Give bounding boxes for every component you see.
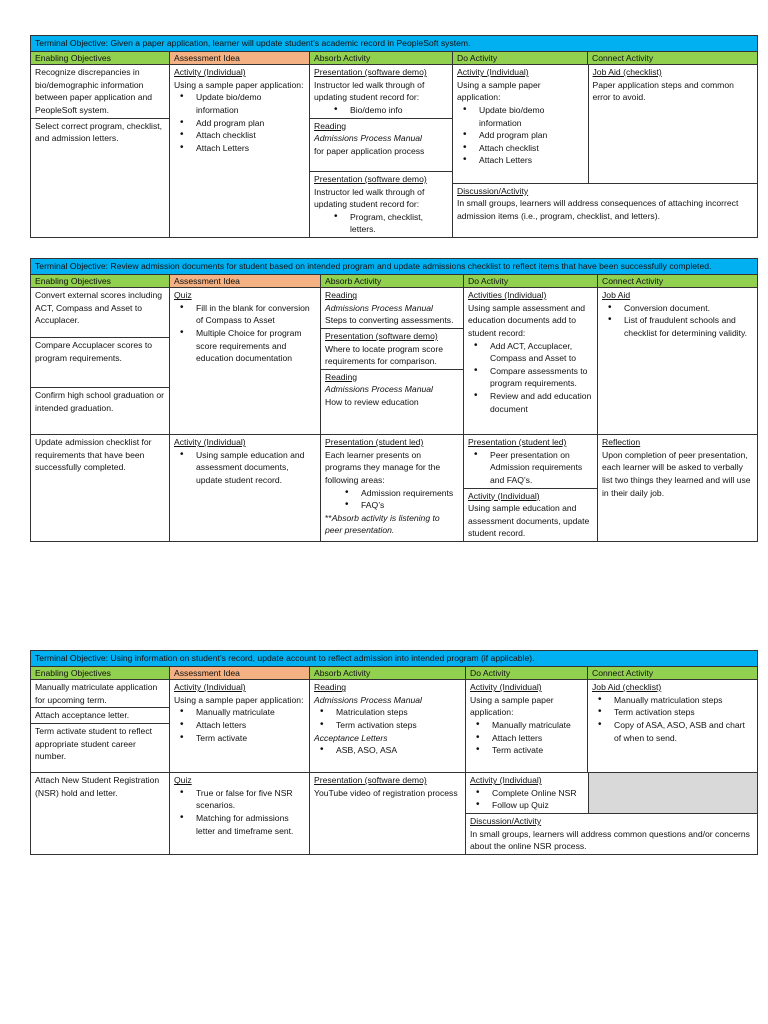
activity-title: Activity (Individual) bbox=[174, 67, 246, 78]
list-item: • Add ACT, Accuplacer, Compass and Asset to bbox=[490, 340, 593, 365]
reading-manual: Admissions Process Manual bbox=[314, 694, 422, 705]
enabling-objective: Attach acceptance letter. bbox=[31, 708, 169, 724]
absorb-cell bbox=[321, 288, 464, 435]
list-item: • FAQ’s bbox=[361, 499, 459, 512]
list-item: • Add program plan bbox=[479, 129, 584, 142]
job-aid-title: Job Aid bbox=[602, 290, 631, 301]
list-item: • Attach Letters bbox=[196, 142, 305, 155]
list-item: • Attach checklist bbox=[479, 142, 584, 155]
header-assessment: Assessment Idea bbox=[170, 274, 321, 288]
enabling-objective: Recognize discrepancies in bio/demographic information between paper application and PeopleSoft system. bbox=[31, 65, 169, 118]
presentation-title: Presentation (software demo) bbox=[325, 330, 438, 341]
objective-table-3 bbox=[30, 650, 758, 855]
list-item: • Add program plan bbox=[196, 117, 305, 130]
list-item: • Attach letters bbox=[492, 732, 583, 745]
reading-manual: Admissions Process Manual bbox=[325, 384, 433, 395]
activity-intro: Using sample assessment and education documents add to student record: bbox=[468, 302, 586, 338]
enabling-objectives-cell bbox=[31, 288, 170, 435]
activity-intro: Using a sample paper application: bbox=[457, 79, 541, 103]
list-item: • Term activate bbox=[196, 732, 305, 745]
assessment-cell bbox=[170, 680, 310, 773]
enabling-objectives-cell bbox=[31, 65, 170, 238]
list-item: • Copy of ASA, ASO, ASB and chart of when to send. bbox=[614, 719, 753, 744]
list-item: • Term activate bbox=[492, 744, 583, 757]
absorb-cell bbox=[310, 773, 466, 855]
terminal-objective: Terminal Objective: Using information on student’s record, update account to reflect admission into intended program (if applicable). bbox=[31, 651, 758, 667]
header-do: Do Activity bbox=[466, 666, 588, 680]
header-connect: Connect Activity bbox=[588, 666, 758, 680]
discussion-text: In small groups, learners will address common questions and/or concerns about the online NSR process. bbox=[470, 828, 750, 852]
discussion-cell bbox=[466, 813, 758, 853]
header-absorb: Absorb Activity bbox=[310, 51, 453, 65]
do-activity-cell bbox=[464, 288, 598, 435]
list-item: • Attach letters bbox=[196, 719, 305, 732]
connect-activity-cell bbox=[588, 680, 758, 773]
enabling-objective: Compare Accuplacer scores to program requirements. bbox=[31, 338, 169, 388]
acceptance-letters: Acceptance Letters bbox=[314, 732, 388, 743]
list-item: • Admission requirements bbox=[361, 487, 459, 500]
list-item: • Manually matriculate bbox=[196, 706, 305, 719]
list-item: • Peer presentation on Admission requirements and FAQ’s. bbox=[490, 449, 593, 487]
list-item: • Review and add education document bbox=[490, 390, 593, 415]
quiz-title: Quiz bbox=[174, 775, 192, 786]
list-item: • Matching for admissions letter and timeframe sent. bbox=[196, 812, 305, 837]
list-item: • ASB, ASO, ASA bbox=[336, 744, 461, 757]
presentation-title: Presentation (software demo) bbox=[314, 67, 427, 78]
quiz-title: Quiz bbox=[174, 290, 192, 301]
empty-connect-cell bbox=[588, 773, 758, 813]
list-item: • Multiple Choice for program score requirements and education documentation bbox=[196, 327, 316, 365]
reading-text: How to review education bbox=[325, 396, 419, 407]
absorb-cell bbox=[310, 65, 453, 238]
reflection-text: Upon completion of peer presentation, each learner will be asked to verbally list two things they learned and will use in their daily job. bbox=[602, 449, 751, 498]
activity-title: Activity (Individual) bbox=[470, 682, 542, 693]
connect-activity-cell bbox=[588, 65, 758, 183]
activity-title: Activity (Individual) bbox=[468, 490, 540, 501]
presentation-text: Instructor led walk through of updating student record for: bbox=[314, 186, 425, 210]
enabling-objective: Confirm high school graduation or intended graduation. bbox=[35, 390, 164, 413]
job-aid-text: Paper application steps and common error to avoid. bbox=[592, 79, 734, 103]
list-item: • Using sample education and assessment documents, update student record. bbox=[196, 449, 316, 487]
list-item: • Manually matriculate bbox=[492, 719, 583, 732]
activity-intro: Using a sample paper application: bbox=[470, 694, 554, 718]
job-aid-title: Job Aid (checklist) bbox=[592, 67, 662, 78]
header-do: Do Activity bbox=[464, 274, 598, 288]
activity-intro: Using a sample paper application: bbox=[174, 79, 304, 90]
reflection-title: Reflection bbox=[602, 437, 641, 448]
list-item: • Complete Online NSR bbox=[492, 787, 584, 800]
job-aid-title: Job Aid (checklist) bbox=[592, 682, 662, 693]
header-absorb: Absorb Activity bbox=[310, 666, 466, 680]
enabling-objective: Update admission checklist for requirements that have been successfully completed. bbox=[31, 435, 170, 542]
do-connect-cell bbox=[453, 65, 758, 238]
enabling-objective: Attach New Student Registration (NSR) hold and letter. bbox=[31, 773, 170, 855]
assessment-cell bbox=[170, 288, 321, 435]
list-item: • Term activation steps bbox=[614, 706, 753, 719]
assessment-cell bbox=[170, 435, 321, 542]
enabling-objective: Select correct program, checklist, and admission letters. bbox=[35, 120, 163, 144]
discussion-title: Discussion/Activity bbox=[470, 815, 542, 826]
header-absorb: Absorb Activity bbox=[321, 274, 464, 288]
do-activity-cell bbox=[453, 65, 588, 183]
discussion-title: Discussion/Activity bbox=[457, 185, 529, 196]
list-item: • Attach checklist bbox=[196, 129, 305, 142]
assessment-cell bbox=[170, 773, 310, 855]
header-connect: Connect Activity bbox=[598, 274, 758, 288]
presentation-text: YouTube video of registration process bbox=[314, 787, 458, 798]
absorb-cell bbox=[321, 435, 464, 542]
list-item: • Term activation steps bbox=[336, 719, 461, 732]
list-item: • Bio/demo info bbox=[350, 104, 448, 117]
presentation-text: Each learner presents on programs they manage for the following areas: bbox=[325, 449, 441, 485]
header-enabling: Enabling Objectives bbox=[31, 274, 170, 288]
do-activity-cell bbox=[466, 773, 588, 813]
connect-activity-cell bbox=[598, 435, 758, 542]
header-assessment: Assessment Idea bbox=[170, 51, 310, 65]
activity-title: Activity (Individual) bbox=[457, 67, 529, 78]
objective-table-1 bbox=[30, 35, 758, 238]
presentation-title: Presentation (student led) bbox=[468, 437, 567, 448]
list-item: • Manually matriculation steps bbox=[614, 694, 753, 707]
reading-text: for paper application process bbox=[314, 145, 425, 156]
objective-table-2 bbox=[30, 258, 758, 542]
discussion-text: In small groups, learners will address consequences of attaching incorrect admission items (i.e., program, checklist, and letters). bbox=[457, 198, 739, 221]
activity-title: Activity (Individual) bbox=[174, 437, 246, 448]
activity-intro: Using a sample paper application: bbox=[174, 694, 304, 705]
header-assessment: Assessment Idea bbox=[170, 666, 310, 680]
list-item: • Fill in the blank for conversion of Compass to Asset bbox=[196, 302, 316, 327]
activity-title: Activities (Individual) bbox=[468, 290, 547, 301]
enabling-objective: Manually matriculate application for upcoming term. bbox=[31, 680, 169, 708]
list-item: • List of fraudulent schools and checklist for determining validity. bbox=[624, 314, 753, 339]
terminal-objective: Terminal Objective: Given a paper application, learner will update student’s academic record in PeopleSoft system. bbox=[31, 36, 758, 52]
list-item: • Attach Letters bbox=[479, 154, 584, 167]
list-item: • Program, checklist, letters. bbox=[350, 211, 448, 236]
do-activity-cell bbox=[466, 680, 588, 773]
terminal-objective: Terminal Objective: Review admission documents for student based on intended program and update admissions checklist to reflect items that have been successfully completed. bbox=[31, 259, 758, 275]
presentation-text: Where to locate program score requirements for comparison. bbox=[325, 343, 443, 367]
reading-manual: Admissions Process Manual bbox=[325, 302, 433, 313]
presentation-title: Presentation (software demo) bbox=[314, 775, 427, 786]
assessment-list bbox=[174, 91, 305, 154]
header-connect: Connect Activity bbox=[588, 51, 758, 65]
reading-text: Steps to converting assessments. bbox=[325, 315, 454, 326]
list-item: • Conversion document. bbox=[624, 302, 753, 315]
reading-title: Reading bbox=[314, 120, 347, 131]
enabling-objective: Term activate student to reflect appropriate student career number. bbox=[35, 725, 153, 762]
reading-title: Reading bbox=[314, 682, 347, 693]
do-connect-cell bbox=[466, 773, 758, 855]
enabling-objective: Convert external scores including ACT, Compass and Asset to Accuplacer. bbox=[31, 288, 169, 338]
list-item: • Update bio/demo information bbox=[196, 91, 305, 116]
presentation-title: Presentation (software demo) bbox=[314, 173, 427, 184]
reading-title: Reading bbox=[325, 371, 358, 382]
activity-title: Activity (Individual) bbox=[470, 775, 542, 786]
absorb-note: **Absorb activity is listening to peer presentation. bbox=[325, 512, 440, 536]
activity-title: Activity (Individual) bbox=[174, 682, 246, 693]
activity-text: Using sample education and assessment documents, update student record. bbox=[468, 503, 590, 539]
presentation-title: Presentation (student led) bbox=[325, 437, 424, 448]
header-enabling: Enabling Objectives bbox=[31, 666, 170, 680]
list-item: • Compare assessments to program requirements. bbox=[490, 365, 593, 390]
list-item: • Matriculation steps bbox=[336, 706, 461, 719]
assessment-cell bbox=[170, 65, 310, 238]
connect-activity-cell bbox=[598, 288, 758, 435]
enabling-objectives-cell bbox=[31, 680, 170, 773]
presentation-text: Instructor led walk through of updating student record for: bbox=[314, 79, 425, 103]
list-item: • True or false for five NSR scenarios. bbox=[196, 787, 305, 812]
reading-title: Reading bbox=[325, 290, 358, 301]
absorb-cell bbox=[310, 680, 466, 773]
list-item: • Update bio/demo information bbox=[479, 104, 584, 129]
header-do: Do Activity bbox=[453, 51, 588, 65]
list-item: • Follow up Quiz bbox=[492, 799, 584, 812]
header-enabling: Enabling Objectives bbox=[31, 51, 170, 65]
do-activity-cell bbox=[464, 435, 598, 542]
discussion-cell bbox=[453, 183, 758, 223]
reading-manual: Admissions Process Manual bbox=[314, 133, 422, 144]
